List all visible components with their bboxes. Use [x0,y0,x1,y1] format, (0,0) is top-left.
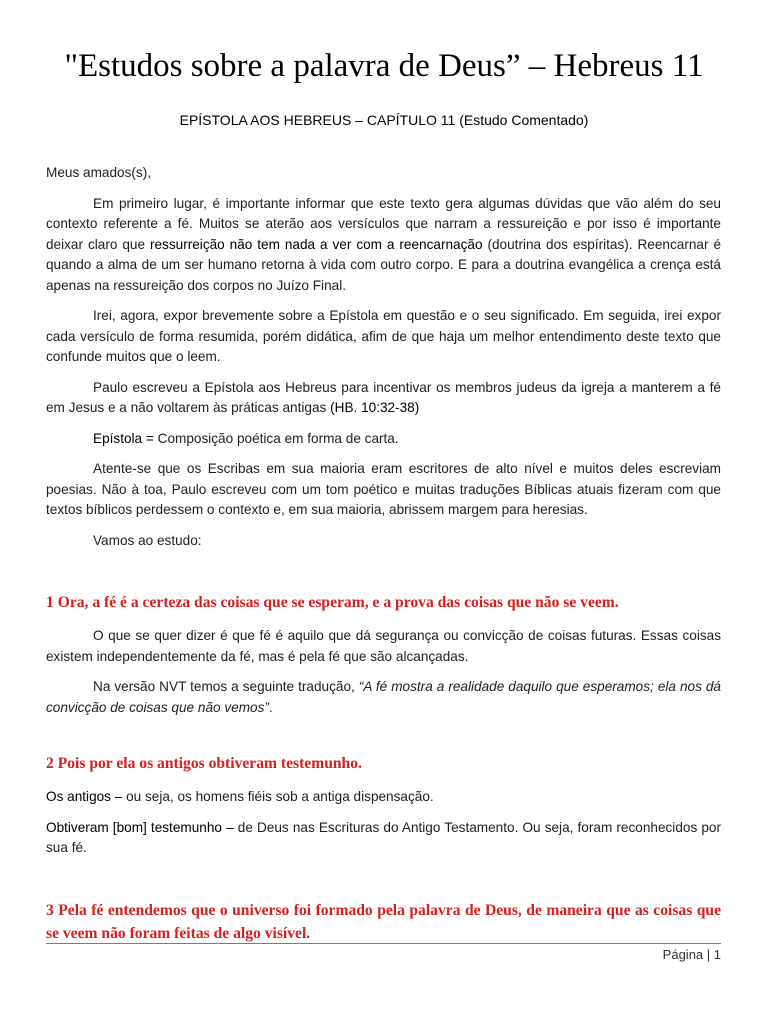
greeting: Meus amados(s), [46,165,152,180]
document-subtitle: EPÍSTOLA AOS HEBREUS – CAPÍTULO 11 (Estudo Comentado) [179,112,589,128]
verse-1-commentary-1: O que se quer dizer é que fé é aquilo que dá segurança ou convicção de coisas futuras. Essas coisas existem independentemente da fé, mas é pela fé que são alcançadas. [46,628,721,664]
intro-paragraph-1-text-b: (doutrina dos espíritas). Reencarnar é quando a alma de um ser humano retorna à vida com outro corpo. E para a doutrina evangélica a crença está apenas na ressureição dos corpos no Juízo Final. [46,236,722,293]
epistola-definition [46,429,721,450]
nvt-quote-end: . [268,699,273,715]
document-title: "Estudos sobre a palavra de Deus” – Hebreus 11 [64,48,704,84]
definition-term: Epístola = [93,430,158,446]
term-obtiveram-testemunho-definition: de Deus nas Escrituras do Antigo Testamento. Ou seja, foram reconhecidos por sua fé. [46,819,722,855]
bible-reference: (HB. 10:32-38) [330,400,420,415]
verse-2-commentary-2 [46,818,721,859]
document-body [46,163,721,945]
page-separator: | [703,947,714,962]
verse-2-commentary-1 [46,787,721,808]
verse-heading-3: 3 Pela fé entendemos que o universo foi formado pela palavra de Deus, de maneira que as coisas que se veem não foram feitas de algo visível. [46,901,721,942]
term-os-antigos: Os antigos – [46,789,123,804]
page-footer [663,946,721,964]
verse-1-commentary-2 [46,677,721,718]
intro-paragraph-1 [46,194,721,297]
term-os-antigos-definition: ou seja, os homens fiéis sob a antiga dispensação. [122,789,434,804]
nvt-quote: “A fé mostra a realidade daquilo que esperamos; ela nos dá convicção de coisas que não vemos” [46,679,721,715]
term-obtiveram-testemunho: Obtiveram [bom] testemunho – [46,819,234,835]
intro-paragraph-3-text: Paulo escreveu a Epístola aos Hebreus para incentivar os membros judeus da igreja a manterem a fé em Jesus e a não voltarem às práticas antigas [46,379,721,415]
intro-paragraph-2: Irei, agora, expor brevemente sobre a Epístola em questão e o seu significado. Em seguida, irei expor cada versículo de forma resumida, porém didática, afim de que haja um melhor entendimento deste texto que confunde muitos que o leem. [46,308,721,364]
footer-divider [46,943,721,944]
intro-paragraph-5: Atente-se que os Escribas em sua maioria eram escritores de alto nível e muitos deles escreviam poesias. Não à toa, Paulo escreveu com um tom poético e muitas traduções Bíblicas atuais fizeram com que textos bíblicos perdessem o contexto e, em sua maioria, abrissem margem para heresias. [46,461,721,517]
verse-1-commentary-2-text: Na versão NVT temos a seguinte tradução, [93,679,359,694]
intro-paragraph-6: Vamos ao estudo: [93,532,202,548]
intro-paragraph-3 [46,378,721,419]
verse-heading-1: 1 Ora, a fé é a certeza das coisas que se esperam, e a prova das coisas que não se veem. [46,594,619,611]
page-number: 1 [713,947,721,962]
verse-heading-2: 2 Pois por ela os antigos obtiveram testemunho. [46,755,362,772]
definition-text: Composição poética em forma de carta. [157,430,399,446]
page-label: Página [662,947,704,962]
intro-paragraph-1-text-a: Em primeiro lugar, é importante informar que este texto gera algumas dúvidas que vão além do seu contexto referente a fé. Muitos se aterão aos versículos que narram a ressureição e por isso é importante deixar claro que [46,195,721,252]
resurrection-highlight: ressurreição não tem nada a ver com a reencarnação [149,236,483,252]
